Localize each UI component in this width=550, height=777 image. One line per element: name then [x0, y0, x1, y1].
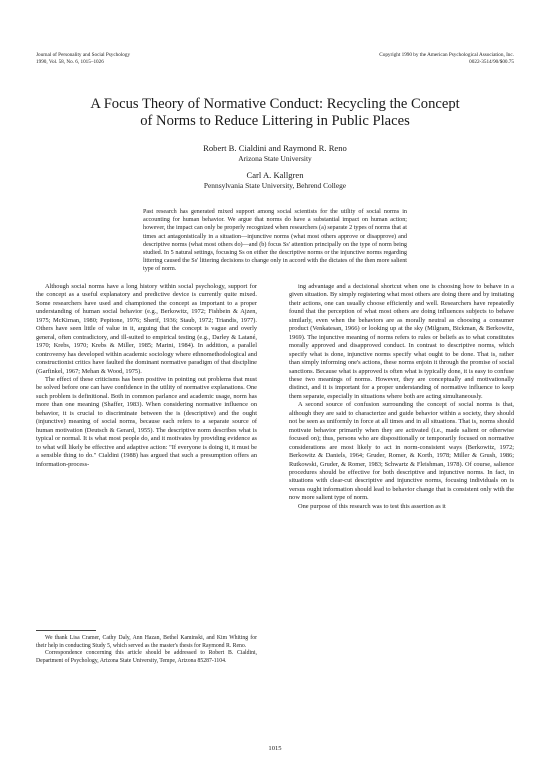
paragraph: A second source of confusion surrounding the concept of social norms is that, although they are said to characterize and guide behavior within a society, they should not be seen as uniformly in force at all times and in all situations. That is, norms should motivate behavior primarily when they are activated (i.e., made salient or otherwise focused on); thus, persons who are dispositionally or temporarily focused on normative considerations are most likely to act in norm-consistent ways (Berkowitz, 1972; Berkowitz & Daniels, 1964; Gruder, Romer, & Korth, 1978; Miller & Grush, 1986; Rutkowski, Gruder, & Romer, 1983; Schwartz & Fleishman, 1978). Of course, salience procedures should be effective for both descriptive and injunctive norms. In fact, in situations with clear-cut descriptive and injunctive norms, focusing individuals on is versus ought information should lead to behavior change that is consistent only with the now more salient type of norm. [289, 401, 514, 502]
copyright-header [379, 52, 514, 65]
paragraph: ing advantage and a decisional shortcut when one is choosing how to behave in a given situation. By simply registering what most others are doing there and by imitating their actions, one can usually choose efficiently and well. Researchers have repeatedly found that the perception of what most others are doing influences subjects to behave similarly, even when the behaviors are as morally neutral as choosing a consumer product (Venkatesan, 1966) or looking up at the sky (Milgram, Bickman, & Berkowitz, 1969). The injunctive meaning of norms refers to rules or beliefs as to what constitutes morally approved and disapproved conduct. In contrast to descriptive norms, which specify what is done, injunctive norms specify what ought to be done. That is, rather than simply informing one's actions, these norms enjoin it through the promise of social sanctions. Because what is approved is often what is typically done, it is easy to confuse these two meanings of norms. However, they are conceptually and motivationally distinct, and it is important for a proper understanding of normative influence to keep them separate, especially in situations where both are acting simultaneously. [289, 283, 514, 400]
paragraph: One purpose of this research was to test this assertion as it [298, 502, 446, 510]
footnote: We thank Lisa Cramer, Cathy Daly, Ann Hazan, Bethel Kaminski, and Kim Whiting for their help in conducting Study 5, which served as the master's thesis for Raymond R. Reno. [36, 635, 257, 649]
footnote-divider [36, 630, 96, 631]
author-names: Carl A. Kallgren [246, 170, 304, 180]
journal-volume: 1990, Vol. 58, No. 6, 1015–1026 [36, 58, 104, 65]
copyright-line: Copyright 1990 by the American Psychological Association, Inc. [379, 52, 514, 58]
article-title [40, 96, 510, 130]
journal-header [36, 52, 130, 65]
abstract: Past research has generated mixed support among social scientists for the utility of social norms in accounting for human behavior. We argue that norms do have a substantial impact on human action; however, the impact can only be properly recognized when researchers (a) separate 2 types of norms that at times act antagonistically in a situation—injunctive norms (what most others approve or disapprove) and descriptive norms (what most others do)—and (b) focus Ss' attention principally on the type of norm being studied. In 5 natural settings, focusing Ss on either the descriptive norms or the injunctive norms regarding littering caused the Ss' littering decisions to change only in accord with the dictates of the then more salient type of norm. [143, 209, 407, 273]
body-column-right [289, 283, 514, 511]
footnotes [36, 635, 257, 665]
author-affiliation: Pennsylvania State University, Behrend College [203, 181, 347, 190]
paragraph: The effect of these criticisms has been positive in pointing out problems that must be solved before one can have confidence in the utility of normative explanations. One such problem is definitional. Both in common parlance and academic usage, norm has more than one meaning (Shaffer, 1983). When considering normative influence on behavior, it is crucial to discriminate between the is (descriptive) and the ought (injunctive) meaning of social norms, because each refers to a separate source of human motivation (Deutsch & Gerard, 1955). The descriptive norm describes what is typical or normal. It is what most people do, and it motivates by providing evidence as to what will likely be effective and adaptive action: "If everyone is doing it, it must be a sensible thing to do." Cialdini (1988) has argued that such a presumption offers an information-process- [36, 375, 257, 468]
paragraph: Although social norms have a long history within social psychology, support for the concept as a useful explanatory and predictive device is currently quite mixed. Some researchers have used and championed the concept as important to a proper understanding of human social behavior (e.g., Berkowitz, 1972; Fishbein & Ajzen, 1975; McKirnan, 1980; Pepitone, 1976; Sherif, 1936; Staub, 1972; Triandis, 1977). Others have seen little of value in it, arguing that the concept is vague and overly general, often contradictory, and ill-suited to empirical testing (e.g., Darley & Latané, 1970; Krebs, 1970; Krebs & Miller, 1985; Marini, 1984). In addition, a parallel controversy has developed within academic sociology where ethnomethodological and constructionist critics have faulted the dominant normative paradigm of that discipline (Garfinkel, 1967; Mehan & Wood, 1975). [36, 283, 257, 375]
issn-code: 0022-3514/90/$00.75 [469, 58, 514, 65]
title-line-1: A Focus Theory of Normative Conduct: Recycling the Concept [90, 96, 460, 112]
page-number: 1015 [268, 745, 282, 752]
title-line-2: of Norms to Reduce Littering in Public Places [140, 113, 410, 129]
author-affiliation: Arizona State University [238, 154, 312, 163]
journal-name: Journal of Personality and Social Psychology [36, 52, 131, 58]
author-names: Robert B. Cialdini and Raymond R. Reno [203, 143, 347, 153]
body-column-left [36, 283, 257, 469]
footnote: Correspondence concerning this article should be addressed to Robert B. Cialdini, Department of Psychology, Arizona State University, Tempe, Arizona 85287-1104. [36, 650, 257, 664]
